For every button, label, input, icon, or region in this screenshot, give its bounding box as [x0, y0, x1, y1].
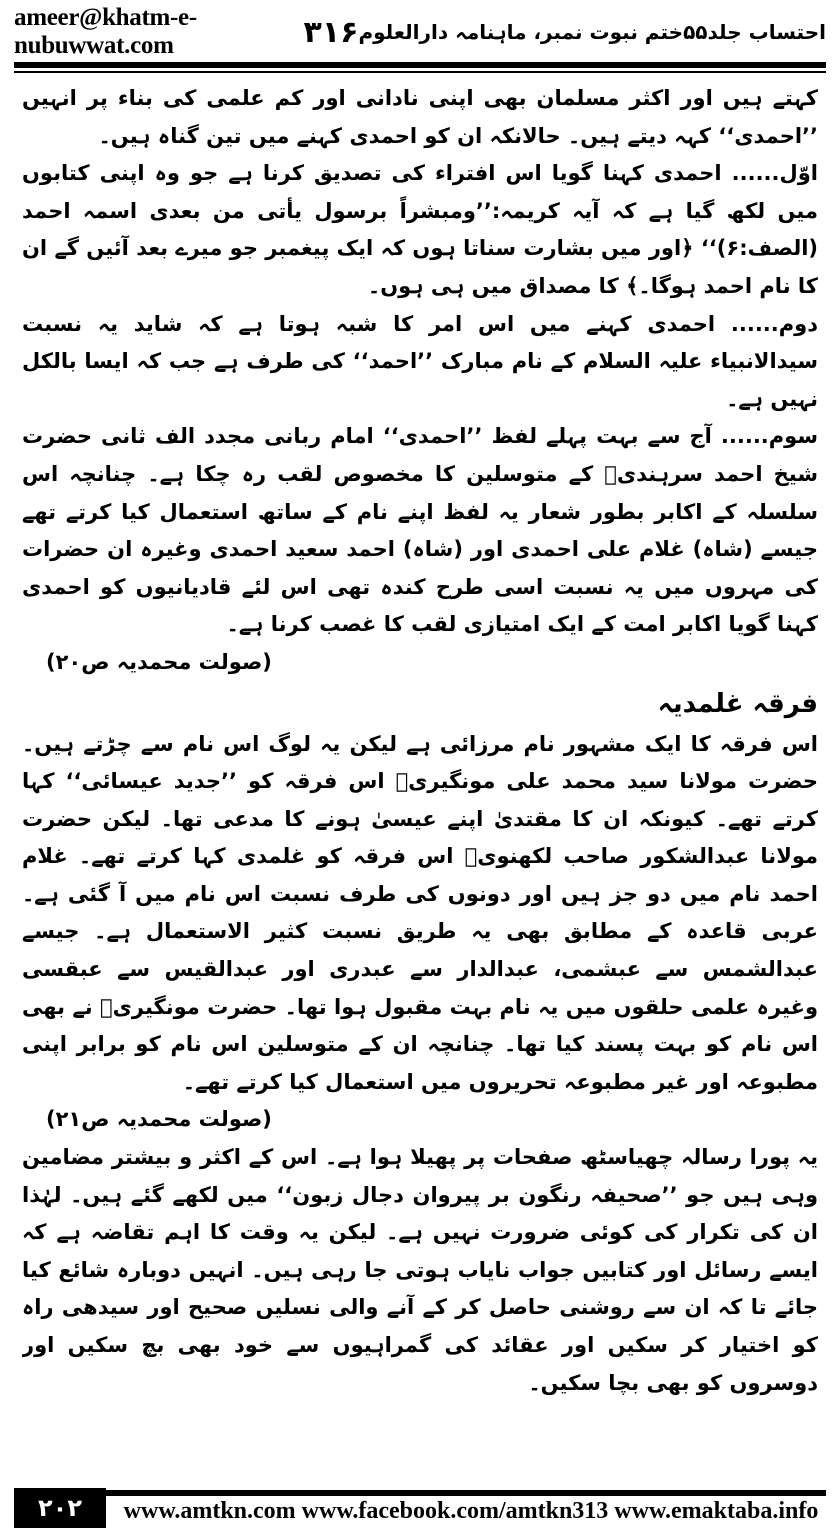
reference-line-2: [22, 1101, 818, 1139]
section-heading: فرقہ غلمدیہ: [657, 688, 818, 719]
header-email: ameer@khatm-e-nubuwwat.com: [14, 4, 197, 59]
reference-1: (صولت محمدیہ ص۲۰): [46, 649, 272, 674]
paragraph-3: دوم...... احمدی کہنے میں اس امر کا شبہ ہوتا ہے کہ شاید یہ نسبت سیدالانبیاء علیہ السلام کے نام مبارک ’’احمد‘‘ کی طرف ہے جب کہ ایسا بالکل نہیں ہے۔: [22, 311, 818, 411]
paragraph-4: سوم...... آج سے بہت پہلے لفظ ’’احمدی‘‘ امام ربانی مجدد الف ثانی حضرت شیخ احمد سرہندیؒ کے متوسلین کا مخصوص لقب رہ چکا ہے۔ چنانچہ اس سلسلہ کے اکابر بطور شعار یہ لفظ اپنے نام کے ساتھ استعمال کیا کرتے تھے جیسے (شاہ) غلام علی احمدی اور (شاہ) احمد سعید احمدی وغیرہ ان حضرات کی مہروں میں یہ نسبت اسی طرح کندہ تھی اس لئے قادیانیوں کو احمدی کہنا گویا اکابر امت کے ایک امتیازی لقب کا غصب کرنا ہے۔: [22, 424, 818, 637]
header-rule-thin: [14, 71, 826, 73]
paragraph-6: یہ پورا رسالہ چھیاسٹھ صفحات پر پھیلا ہوا ہے۔ اس کے اکثر و بیشتر مضامین وہی ہیں جو ’’صحیفہ رنگون بر پیروان دجال زبون‘‘ میں لکھے گئے ہیں۔ لہٰذا ان کی تکرار کی کوئی ضرورت نہیں ہے۔ لیکن یہ وقت کا اہم تقاضہ ہے کہ ایسے رسائل اور کتابیں جواب نایاب ہوتی جا رہی ہیں۔ انہیں دوبارہ شائع کیا جائے تا کہ ان سے روشنی حاصل کر کے آنے والی نسلیں صحیح اور سیدھی راہ کو اختیار کر سکیں اور عقائد کی گمراہیوں سے خود بھی بچ سکیں اور دوسروں کو بھی بچا سکیں۔: [22, 1145, 818, 1395]
page-footer: [14, 1488, 826, 1528]
paragraph-5: اس فرقہ کا ایک مشہور نام مرزائی ہے لیکن یہ لوگ اس نام سے چڑتے ہیں۔ حضرت مولانا سید محمد علی مونگیریؒ اس فرقہ کو ’’جدید عیسائی‘‘ کہا کرتے تھے۔ کیونکہ ان کا مقتدیٰ اپنے عیسیٰ ہونے کا مدعی تھا۔ لیکن حضرت مولانا عبدالشکور صاحب لکھنویؒ اس فرقہ کو غلمدی کہا کرتے تھے۔ غلام احمد نام میں دو جز ہیں اور دونوں کی طرف نسبت اس نام میں آ گئی ہے۔ عربی قاعدہ کے مطابق بھی یہ طریق نسبت کثیر الاستعمال ہے۔ جیسے عبدالشمس سے عبشمی، عبدالدار سے عبدری اور عبدالقیس سے عبقسی وغیرہ علمی حلقوں میں یہ نام بہت مقبول ہوا تھا۔ حضرت مونگیریؒ نے بھی اس نام کو بہت پسند کیا تھا۔ چنانچہ ان کے متوسلین اس نام کو برابر اپنی مطبوعہ اور غیر مطبوعہ تحریروں میں استعمال کیا کرتے تھے۔: [22, 731, 818, 1094]
reference-2: (صولت محمدیہ ص۲۱): [46, 1107, 272, 1132]
footer-page-number: ۲۰۲: [14, 1488, 106, 1528]
paragraph-1: کہتے ہیں اور اکثر مسلمان بھی اپنی نادانی اور کم علمی کی بناء پر انہیں ’’احمدی‘‘ کہہ دیتے ہیں۔ حالانکہ ان کو احمدی کہنے میں تین گناہ ہیں۔: [22, 86, 818, 148]
page-body: [22, 80, 818, 1460]
page-header: [14, 4, 826, 59]
header-title: احتساب جلد۵۵ختم نبوت نمبر، ماہنامہ دارالعلوم: [358, 20, 826, 44]
header-left: [14, 4, 358, 60]
header-page-number: ۳۱۶: [303, 14, 359, 50]
reference-line-1: [22, 644, 818, 682]
footer-rule: [106, 1490, 826, 1496]
footer-links[interactable]: www.amtkn.com www.facebook.com/amtkn313 www.emaktaba.info: [123, 1498, 819, 1524]
paragraph-2: اوّل...... احمدی کہنا گویا اس افتراء کی تصدیق کرنا ہے جو وہ اپنی کتابوں میں لکھ گیا ہے کہ آیہ کریمہ:’’ومبشراً برسول یأتی من بعدی اسمہ احمد (الصف:۶)‘‘ ﴿اور میں بشارت سناتا ہوں کہ ایک پیغمبر جو میرے بعد آئیں گے ان کا نام احمد ہوگا۔﴾ کا مصداق میں ہی ہوں۔: [22, 161, 818, 298]
footer-links-area: [106, 1488, 826, 1528]
header-rule-thick: [14, 62, 826, 68]
